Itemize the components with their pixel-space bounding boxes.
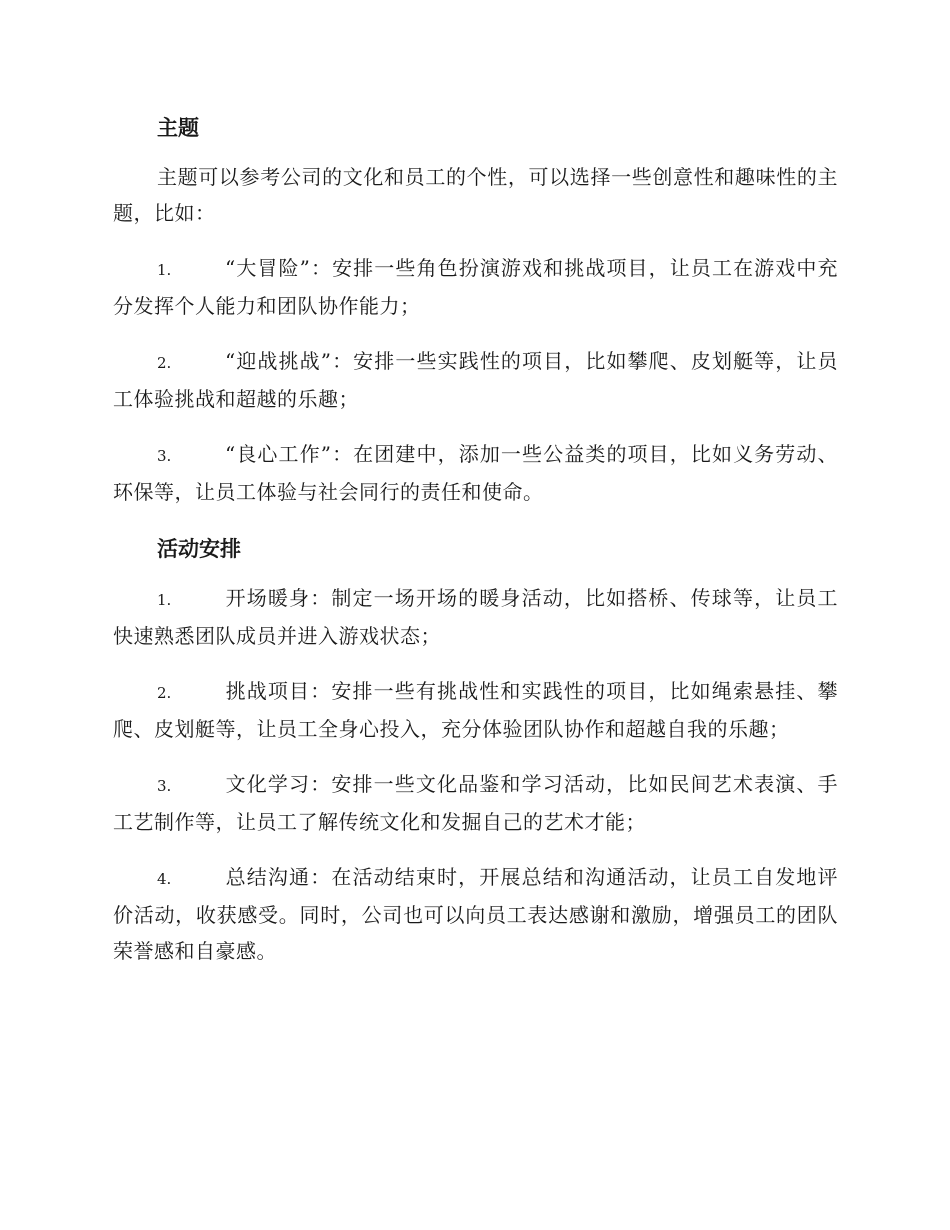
list-number: 2. — [157, 684, 172, 702]
activity-list-item — [113, 766, 838, 840]
section-heading-activities: 活动安排 — [157, 537, 241, 561]
theme-intro-paragraph: 主题可以参考公司的文化和员工的个性，可以选择一些创意性和趣味性的主题，比如： — [113, 165, 838, 225]
list-item-text: 开场暖身：制定一场开场的暖身活动，比如搭桥、传球等，让员工快速熟悉团队成员并进入游戏状态； — [113, 586, 838, 648]
list-item-text: “良心工作”：在团建中，添加一些公益类的项目，比如义务劳动、环保等，让员工体验与社会同行的责任和使命。 — [113, 442, 838, 504]
theme-list-item — [113, 250, 838, 324]
theme-list-item — [113, 436, 838, 510]
list-item-text: 总结沟通：在活动结束时，开展总结和沟通活动，让员工自发地评价活动，收获感受。同时，公司也可以向员工表达感谢和激励，增强员工的团队荣誉感和自豪感。 — [113, 865, 838, 963]
section-heading-theme: 主题 — [157, 116, 199, 140]
list-number: 3. — [157, 777, 172, 795]
activity-list-item — [113, 580, 838, 654]
list-item-text: “迎战挑战”：安排一些实践性的项目，比如攀爬、皮划艇等，让员工体验挑战和超越的乐趣； — [113, 349, 838, 411]
list-number: 1. — [157, 591, 172, 609]
list-number: 4. — [157, 870, 172, 888]
activity-list-item — [113, 859, 838, 969]
list-number: 1. — [157, 261, 172, 279]
list-number: 3. — [157, 447, 172, 465]
activity-list-item — [113, 673, 838, 747]
list-item-text: 文化学习：安排一些文化品鉴和学习活动，比如民间艺术表演、手工艺制作等，让员工了解传统文化和发掘自己的艺术才能； — [113, 772, 838, 834]
list-item-text: “大冒险”：安排一些角色扮演游戏和挑战项目，让员工在游戏中充分发挥个人能力和团队协作能力； — [113, 256, 838, 318]
theme-list-item — [113, 343, 838, 417]
list-item-text: 挑战项目：安排一些有挑战性和实践性的项目，比如绳索悬挂、攀爬、皮划艇等，让员工全身心投入，充分体验团队协作和超越自我的乐趣； — [113, 679, 838, 741]
document-body — [113, 108, 838, 988]
list-number: 2. — [157, 354, 172, 372]
